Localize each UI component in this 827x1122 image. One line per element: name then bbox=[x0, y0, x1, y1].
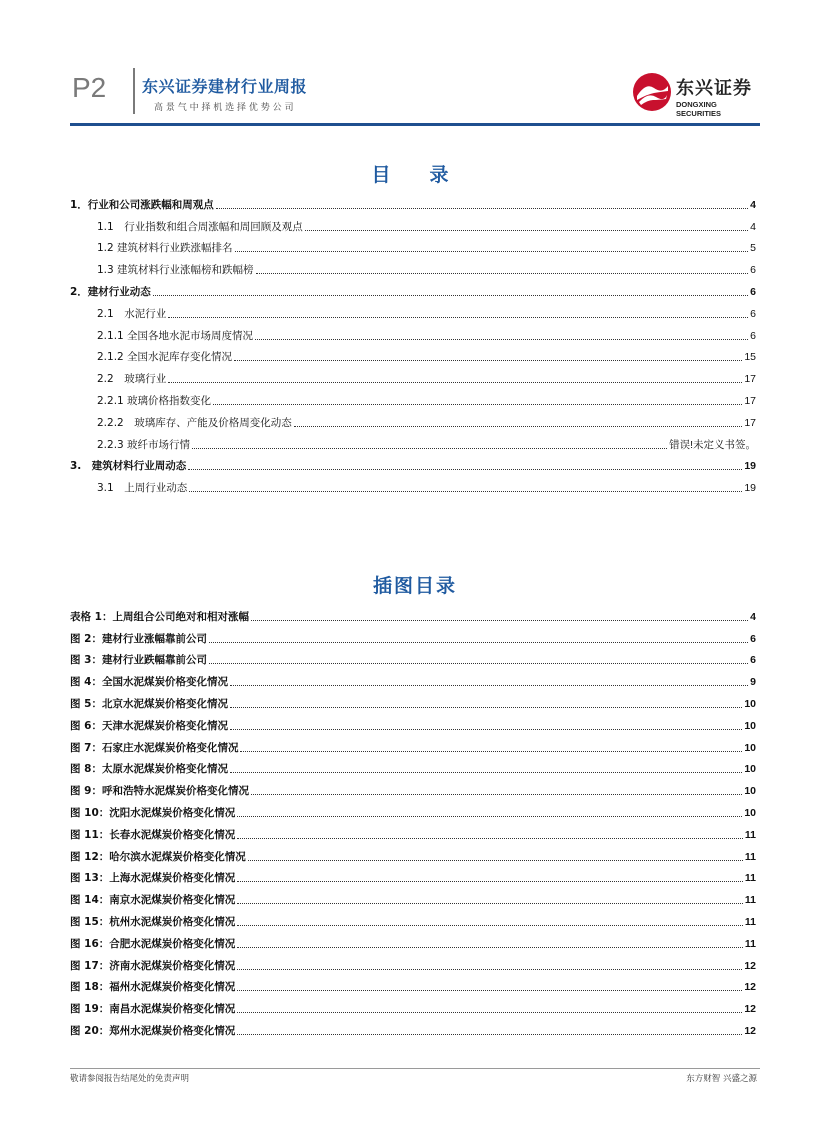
entry-page-number: 12 bbox=[744, 1024, 756, 1037]
toc-entry[interactable] bbox=[70, 321, 756, 343]
dot-leader bbox=[168, 317, 748, 318]
entry-label: 图 14：南京水泥煤炭价格变化情况 bbox=[70, 894, 236, 907]
toc-entry[interactable] bbox=[70, 408, 756, 430]
entry-label: 3.1 上周行业动态 bbox=[97, 482, 188, 495]
entry-label: 3. 建筑材料行业周动态 bbox=[70, 460, 187, 473]
dot-leader bbox=[248, 860, 743, 861]
entry-label: 1.3 建筑材料行业涨幅榜和跌幅榜 bbox=[97, 264, 254, 277]
dot-leader bbox=[237, 925, 743, 926]
entry-label: 2.2.2 玻璃库存、产能及价格周变化动态 bbox=[97, 416, 292, 429]
entry-label: 图 16：合肥水泥煤炭价格变化情况 bbox=[70, 937, 236, 950]
figure-entry[interactable] bbox=[70, 1016, 756, 1038]
entry-page-number: 4 bbox=[750, 198, 756, 211]
entry-page-number: 错误!未定义书签。 bbox=[669, 438, 756, 451]
entry-label: 图 13：上海水泥煤炭价格变化情况 bbox=[70, 872, 236, 885]
toc-entry[interactable] bbox=[70, 190, 756, 212]
entry-page-number: 12 bbox=[744, 1003, 756, 1016]
entry-label: 图 12：哈尔滨水泥煤炭价格变化情况 bbox=[70, 850, 246, 863]
dot-leader bbox=[230, 729, 742, 730]
entry-page-number: 4 bbox=[750, 610, 756, 623]
entry-label: 图 4：全国水泥煤炭价格变化情况 bbox=[70, 676, 228, 689]
entry-page-number: 12 bbox=[744, 959, 756, 972]
entry-page-number: 19 bbox=[744, 482, 756, 495]
figure-entry[interactable] bbox=[70, 646, 756, 668]
entry-label: 1.1 行业指数和组合周涨幅和周回顾及观点 bbox=[97, 220, 303, 233]
entry-page-number: 6 bbox=[750, 632, 756, 645]
toc-entry[interactable] bbox=[70, 473, 756, 495]
dot-leader bbox=[230, 707, 742, 708]
toc-entry[interactable] bbox=[70, 452, 756, 474]
entry-page-number: 15 bbox=[744, 351, 756, 364]
report-title: 东兴证券建材行业周报 bbox=[142, 77, 308, 96]
entry-label: 2.2.3 玻纤市场行情 bbox=[97, 438, 191, 451]
entry-page-number: 11 bbox=[744, 937, 756, 950]
entry-label: 图 6：天津水泥煤炭价格变化情况 bbox=[70, 719, 228, 732]
toc-entry[interactable] bbox=[70, 364, 756, 386]
figure-entry[interactable] bbox=[70, 994, 756, 1016]
figure-entry[interactable] bbox=[70, 842, 756, 864]
entry-label: 2.2 玻璃行业 bbox=[97, 373, 167, 386]
figure-entry[interactable] bbox=[70, 864, 756, 886]
entry-page-number: 10 bbox=[744, 763, 756, 776]
figure-entry[interactable] bbox=[70, 689, 756, 711]
entry-label: 图 7：石家庄水泥煤炭价格变化情况 bbox=[70, 741, 239, 754]
toc-entry[interactable] bbox=[70, 430, 756, 452]
footer-motto: 东方财智 兴盛之源 bbox=[686, 1074, 757, 1084]
entry-label: 图 11：长春水泥煤炭价格变化情况 bbox=[70, 828, 236, 841]
page-header bbox=[70, 60, 760, 126]
entry-page-number: 6 bbox=[750, 654, 756, 667]
entry-page-number: 9 bbox=[750, 676, 756, 689]
entry-page-number: 17 bbox=[744, 394, 756, 407]
dot-leader bbox=[216, 208, 748, 209]
dot-leader bbox=[209, 642, 748, 643]
entry-label: 图 18：福州水泥煤炭价格变化情况 bbox=[70, 981, 236, 994]
company-logo bbox=[632, 72, 760, 116]
entry-label: 2.1.1 全国各地水泥市场周度情况 bbox=[97, 329, 254, 342]
entry-label: 1.2 建筑材料行业跌涨幅排名 bbox=[97, 242, 233, 255]
figure-entry[interactable] bbox=[70, 929, 756, 951]
toc-entry[interactable] bbox=[70, 255, 756, 277]
entry-page-number: 10 bbox=[744, 785, 756, 798]
dot-leader bbox=[237, 990, 742, 991]
figure-entry[interactable] bbox=[70, 667, 756, 689]
figure-entry[interactable] bbox=[70, 820, 756, 842]
entry-label: 2．建材行业动态 bbox=[70, 285, 151, 298]
page-number: P2 bbox=[72, 72, 107, 103]
figure-entry[interactable] bbox=[70, 951, 756, 973]
dot-leader bbox=[209, 663, 748, 664]
entry-label: 图 2：建材行业涨幅靠前公司 bbox=[70, 632, 207, 645]
dot-leader bbox=[237, 969, 742, 970]
dot-leader bbox=[251, 620, 748, 621]
dot-leader bbox=[237, 1034, 742, 1035]
entry-page-number: 11 bbox=[744, 850, 756, 863]
dot-leader bbox=[237, 903, 743, 904]
entry-label: 图 8：太原水泥煤炭价格变化情况 bbox=[70, 763, 228, 776]
dot-leader bbox=[237, 881, 743, 882]
toc-entry[interactable] bbox=[70, 299, 756, 321]
toc-title: 目 录 bbox=[371, 164, 459, 186]
dot-leader bbox=[237, 838, 743, 839]
entry-page-number: 17 bbox=[744, 416, 756, 429]
dot-leader bbox=[240, 751, 742, 752]
entry-label: 图 10：沈阳水泥煤炭价格变化情况 bbox=[70, 806, 236, 819]
entry-label: 2.2.1 玻璃价格指数变化 bbox=[97, 394, 212, 407]
logo-english-name: DONGXING SECURITIES bbox=[676, 100, 722, 118]
entry-page-number: 4 bbox=[750, 220, 756, 233]
figures-title: 插图目录 bbox=[372, 575, 457, 597]
entry-label: 图 5：北京水泥煤炭价格变化情况 bbox=[70, 697, 228, 710]
figure-entry[interactable] bbox=[70, 733, 756, 755]
entry-page-number: 10 bbox=[744, 741, 756, 754]
entry-page-number: 11 bbox=[744, 828, 756, 841]
entry-label: 图 3：建材行业跌幅靠前公司 bbox=[70, 654, 207, 667]
header-rule bbox=[70, 123, 760, 126]
toc-list bbox=[70, 190, 756, 495]
entry-page-number: 5 bbox=[750, 242, 756, 255]
entry-label: 2.1 水泥行业 bbox=[97, 307, 167, 320]
figure-entry[interactable] bbox=[70, 776, 756, 798]
entry-label: 图 19：南昌水泥煤炭价格变化情况 bbox=[70, 1003, 236, 1016]
entry-label: 图 9：呼和浩特水泥煤炭价格变化情况 bbox=[70, 785, 249, 798]
entry-page-number: 10 bbox=[744, 697, 756, 710]
toc-entry[interactable] bbox=[70, 212, 756, 234]
logo-chinese-name: 东兴证券 bbox=[676, 78, 752, 99]
figures-list bbox=[70, 602, 756, 1038]
entry-page-number: 6 bbox=[750, 285, 756, 298]
dot-leader bbox=[305, 230, 748, 231]
dot-leader bbox=[188, 469, 742, 470]
entry-label: 2.1.2 全国水泥库存变化情况 bbox=[97, 351, 233, 364]
toc-entry[interactable] bbox=[70, 386, 756, 408]
entry-page-number: 6 bbox=[750, 264, 756, 277]
dot-leader bbox=[153, 295, 748, 296]
footer-rule bbox=[70, 1068, 760, 1069]
figure-entry[interactable] bbox=[70, 711, 756, 733]
entry-label: 图 20：郑州水泥煤炭价格变化情况 bbox=[70, 1024, 236, 1037]
dot-leader bbox=[189, 491, 742, 492]
toc-entry[interactable] bbox=[70, 343, 756, 365]
dot-leader bbox=[230, 772, 742, 773]
figure-entry[interactable] bbox=[70, 798, 756, 820]
entry-page-number: 17 bbox=[744, 373, 756, 386]
figure-entry[interactable] bbox=[70, 755, 756, 777]
entry-label: 图 17：济南水泥煤炭价格变化情况 bbox=[70, 959, 236, 972]
entry-page-number: 19 bbox=[744, 460, 756, 473]
dot-leader bbox=[237, 947, 743, 948]
entry-page-number: 11 bbox=[744, 894, 756, 907]
entry-page-number: 10 bbox=[744, 719, 756, 732]
entry-label: 1．行业和公司涨跌幅和周观点 bbox=[70, 198, 214, 211]
dot-leader bbox=[294, 426, 743, 427]
entry-label: 图 15：杭州水泥煤炭价格变化情况 bbox=[70, 915, 236, 928]
header-divider bbox=[133, 68, 135, 114]
dot-leader bbox=[235, 251, 749, 252]
figure-entry[interactable] bbox=[70, 973, 756, 995]
report-slogan: 高 景 气 中 择 机 选 择 优 势 公 司 bbox=[154, 103, 294, 113]
dot-leader bbox=[237, 816, 742, 817]
dot-leader bbox=[234, 360, 742, 361]
entry-page-number: 12 bbox=[744, 981, 756, 994]
dot-leader bbox=[230, 685, 748, 686]
entry-page-number: 10 bbox=[744, 806, 756, 819]
dot-leader bbox=[255, 339, 748, 340]
entry-page-number: 6 bbox=[750, 329, 756, 342]
figure-entry[interactable] bbox=[70, 624, 756, 646]
toc-entry[interactable] bbox=[70, 234, 756, 256]
dot-leader bbox=[192, 448, 667, 449]
figure-entry[interactable] bbox=[70, 907, 756, 929]
figure-entry[interactable] bbox=[70, 885, 756, 907]
dongxing-logo-icon bbox=[632, 72, 672, 112]
dot-leader bbox=[237, 1012, 742, 1013]
entry-page-number: 6 bbox=[750, 307, 756, 320]
figure-entry[interactable] bbox=[70, 602, 756, 624]
toc-entry[interactable] bbox=[70, 277, 756, 299]
entry-label: 表格 1：上周组合公司绝对和相对涨幅 bbox=[70, 610, 249, 623]
dot-leader bbox=[213, 404, 742, 405]
disclaimer-note: 敬请参阅报告结尾处的免责声明 bbox=[70, 1074, 190, 1084]
entry-page-number: 11 bbox=[744, 915, 756, 928]
dot-leader bbox=[168, 382, 742, 383]
entry-page-number: 11 bbox=[744, 872, 756, 885]
dot-leader bbox=[251, 794, 742, 795]
dot-leader bbox=[256, 273, 749, 274]
